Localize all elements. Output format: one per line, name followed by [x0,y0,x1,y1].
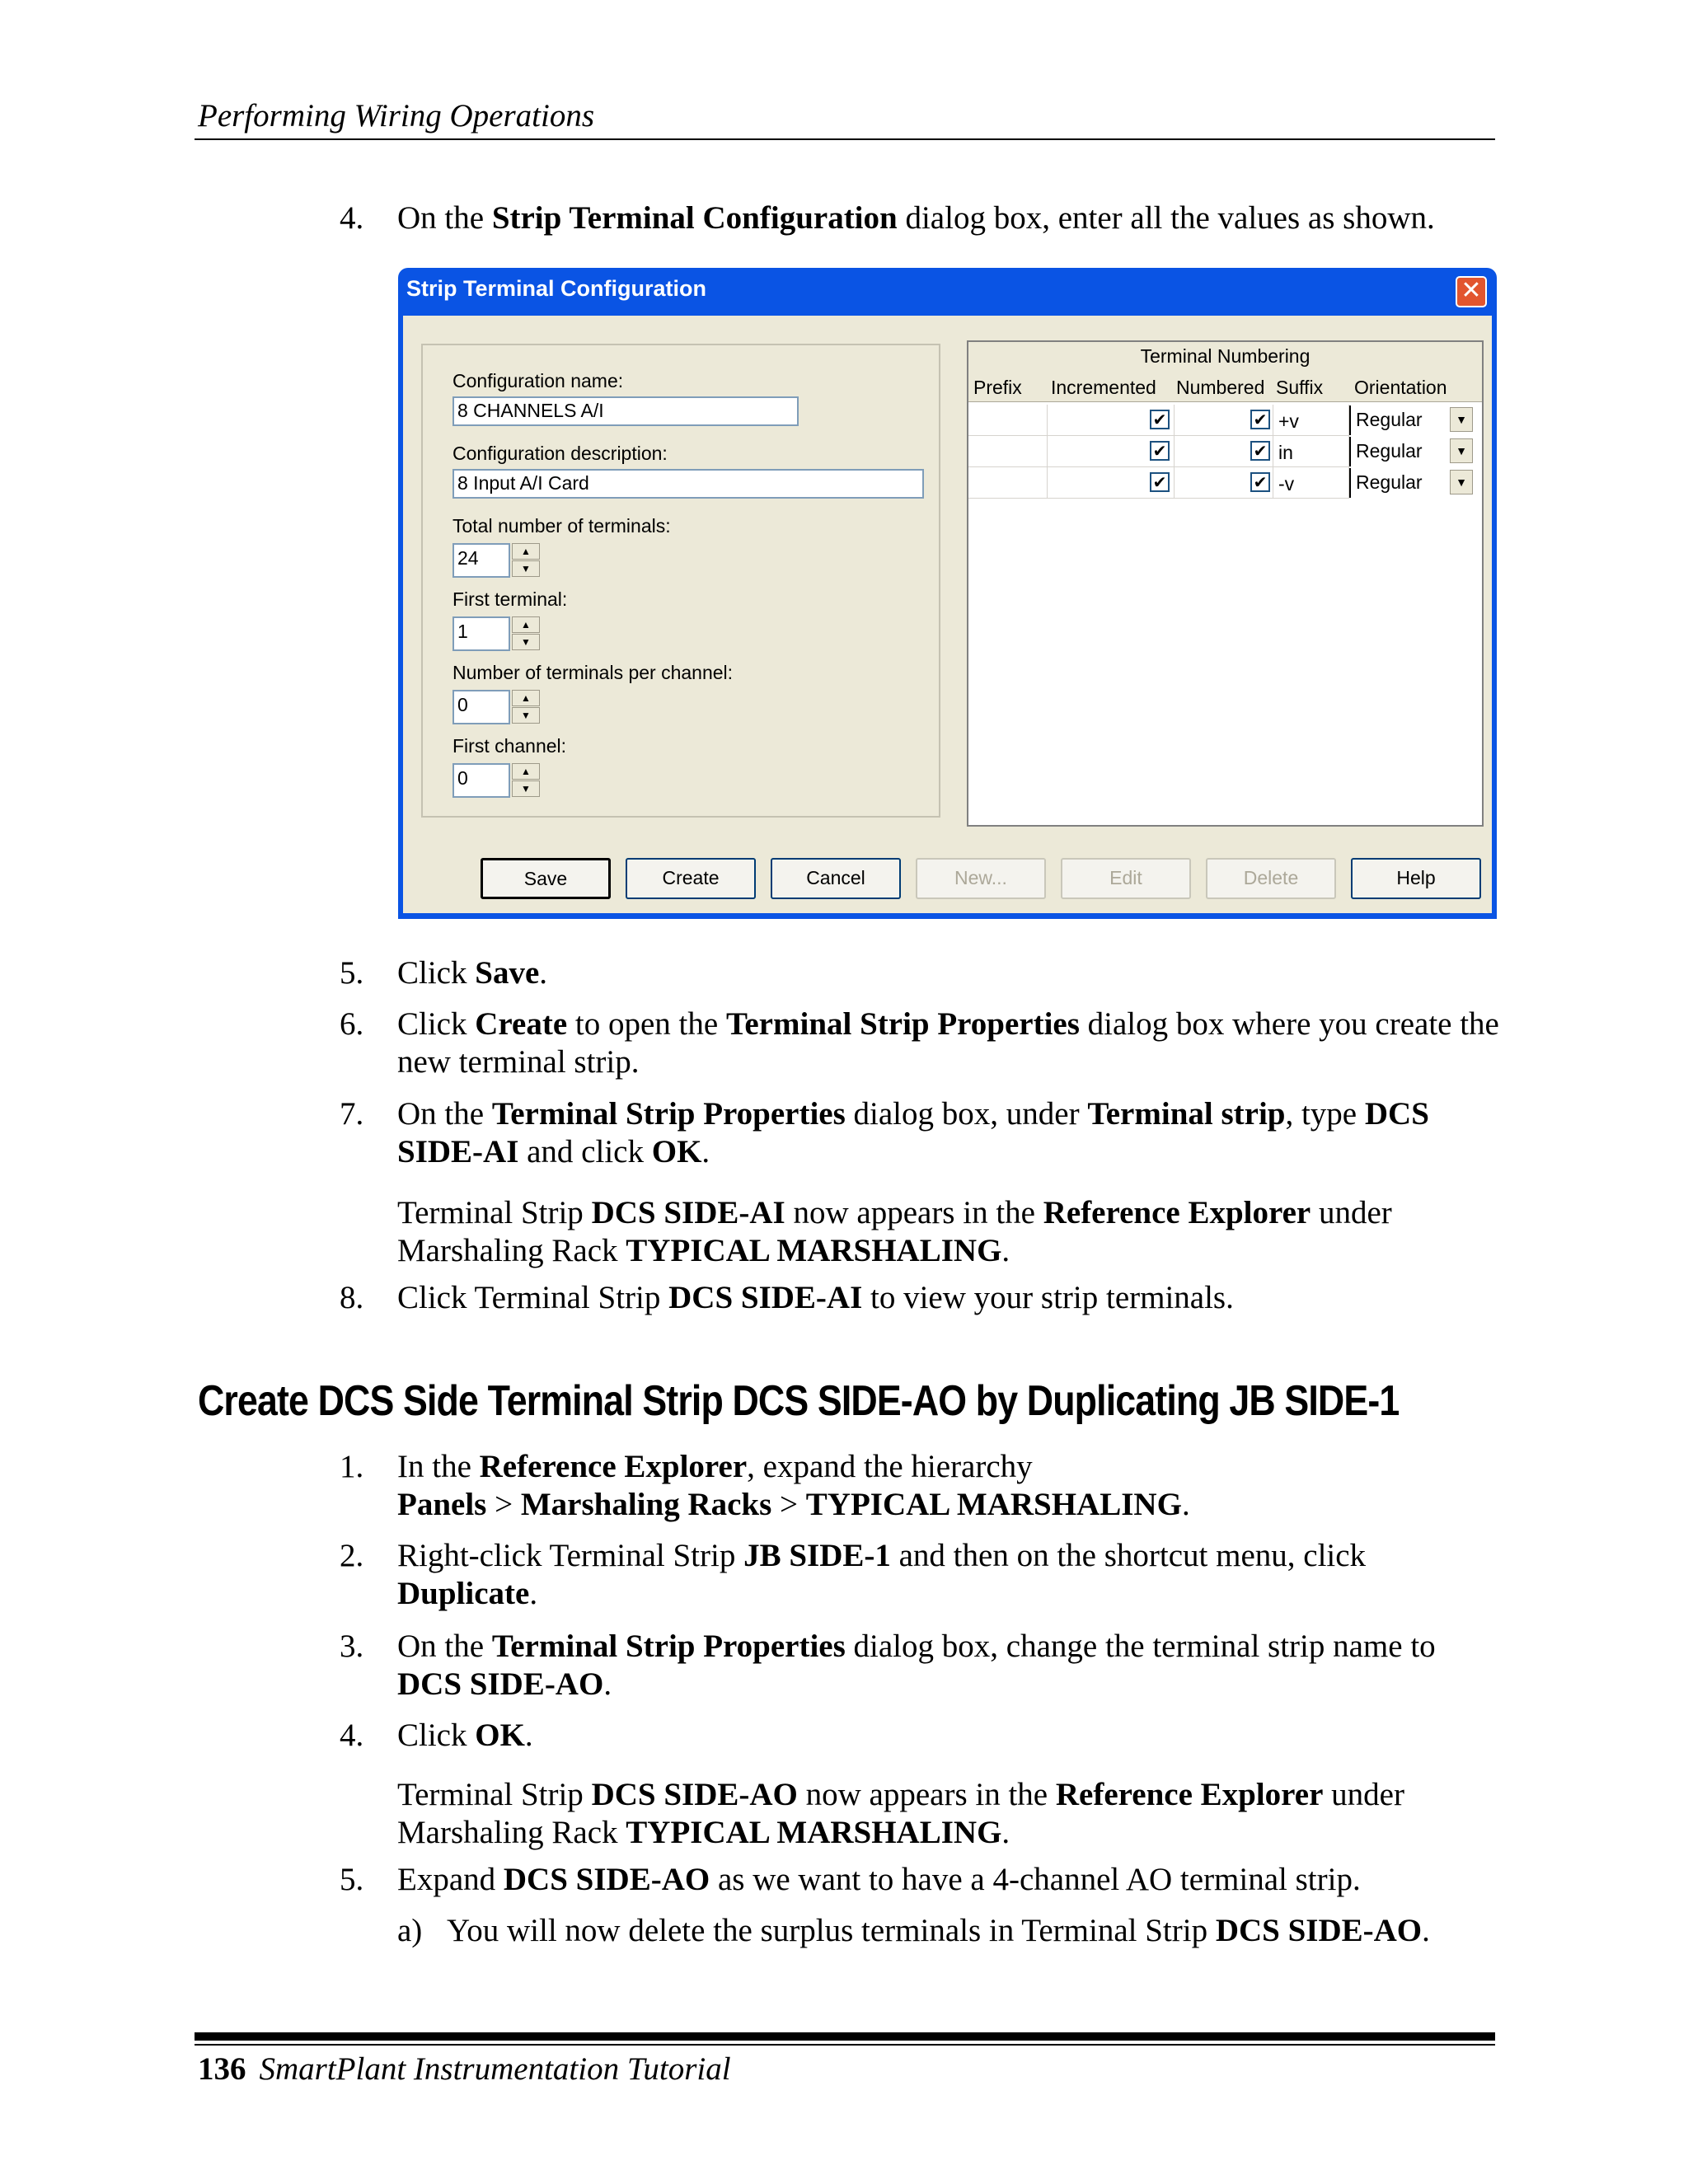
col-orientation: Orientation [1354,377,1447,398]
step-text-post: dialog box, enter all the values as shown. [897,200,1435,236]
orientation-dropdown[interactable] [1349,405,1475,435]
first-terminal-label: First terminal: [452,588,568,610]
col-prefix: Prefix [973,377,1022,398]
numbered-cell[interactable] [1175,436,1273,467]
suffix-value: -v [1278,473,1295,494]
spin-down-icon[interactable]: ▼ [512,707,540,724]
step-text-pre: On the [397,200,492,236]
first-channel-label: First channel: [452,735,567,757]
incremented-cell[interactable] [1048,467,1175,499]
first-channel-spinner[interactable] [452,763,542,798]
substep-text: You will now delete the surplus terminals in Terminal Strip DCS SIDE-AO. [447,1913,1430,1948]
total-terminals-spinner[interactable] [452,543,542,578]
dialog-client-area [403,316,1492,913]
spin-up-icon[interactable]: ▲ [512,690,540,706]
table-row[interactable] [968,467,1482,499]
numbered-cell[interactable] [1175,405,1273,436]
footer-rule-thick [195,2032,1495,2041]
checkbox-checked-icon[interactable]: ✔ [1150,472,1170,492]
edit-button[interactable]: Edit [1061,858,1191,899]
step-number: 4. [340,1718,364,1753]
note-paragraph: Terminal Strip DCS SIDE-AO now appears in the Reference Explorer under Marshaling Rack TYPICAL MARSHALING. [397,1777,1404,1850]
orientation-value: Regular [1356,471,1423,493]
step-text [397,199,1435,237]
cancel-button[interactable]: Cancel [771,858,901,899]
chevron-down-icon[interactable]: ▼ [1450,470,1473,494]
step-number: 4. [340,200,364,236]
spin-down-icon[interactable]: ▼ [512,780,540,797]
numbered-cell[interactable] [1175,467,1273,499]
table-row[interactable] [968,405,1482,436]
step-text-bold: Strip Terminal Configuration [491,200,898,236]
create-button[interactable]: Create [626,858,756,899]
step-number: 2. [340,1538,364,1573]
config-description-label: Configuration description: [452,443,668,464]
terminal-numbering-heading: Terminal Numbering [968,342,1482,373]
strip-terminal-config-dialog [398,268,1497,919]
first-channel-value[interactable]: 0 [452,763,510,798]
orientation-value: Regular [1356,409,1423,430]
terms-per-channel-spinner[interactable] [452,690,542,724]
page-number: 136 [198,2051,246,2087]
footer-rule-thin [195,2044,1495,2046]
prefix-cell[interactable] [968,436,1048,467]
new-button[interactable]: New... [916,858,1046,899]
col-incremented: Incremented [1051,377,1156,398]
col-suffix: Suffix [1276,377,1324,398]
step-number: 8. [340,1280,364,1315]
suffix-cell[interactable] [1273,436,1349,467]
step-text: Click Save. [397,955,547,991]
suffix-value: in [1278,442,1293,463]
step-number: 6. [340,1006,364,1042]
dialog-title: Strip Terminal Configuration [406,276,706,301]
prefix-cell[interactable] [968,405,1048,436]
substep-label: a) [397,1913,423,1948]
prefix-cell[interactable] [968,467,1048,499]
delete-button[interactable]: Delete [1206,858,1336,899]
checkbox-checked-icon[interactable]: ✔ [1150,441,1170,461]
total-terminals-value[interactable]: 24 [452,543,510,578]
step-number: 5. [340,1862,364,1897]
checkbox-checked-icon[interactable]: ✔ [1250,410,1270,429]
footer [198,2050,731,2088]
orientation-value: Regular [1356,440,1423,462]
step-text: Right-click Terminal Strip JB SIDE-1 and then on the shortcut menu, click Duplicate. [397,1538,1367,1611]
step-text: On the Terminal Strip Properties dialog box, under Terminal strip, type DCS SIDE-AI and click OK. [397,1096,1429,1169]
step-text: On the Terminal Strip Properties dialog box, change the terminal strip name to DCS SIDE-AO. [397,1629,1436,1702]
step-text: Expand DCS SIDE-AO as we want to have a 4-channel AO terminal strip. [397,1862,1361,1897]
terms-per-channel-value[interactable]: 0 [452,690,510,724]
step-text: Click OK. [397,1718,533,1753]
step-number: 3. [340,1629,364,1664]
step-text: Click Create to open the Terminal Strip Properties dialog box where you create the new terminal strip. [397,1006,1499,1080]
orientation-dropdown[interactable] [1349,437,1475,466]
total-terminals-label: Total number of terminals: [452,515,671,537]
spin-down-icon[interactable]: ▼ [512,634,540,650]
book-title: SmartPlant Instrumentation Tutorial [259,2051,731,2087]
config-name-label: Configuration name: [452,370,624,391]
spin-up-icon[interactable]: ▲ [512,616,540,633]
save-button[interactable]: Save [481,858,611,899]
incremented-cell[interactable] [1048,405,1175,436]
first-terminal-spinner[interactable] [452,616,542,651]
section-heading: Create DCS Side Terminal Strip DCS SIDE-AO by Duplicating JB SIDE-1 [198,1377,1400,1425]
step-number: 1. [340,1449,364,1484]
suffix-cell[interactable] [1273,405,1349,436]
suffix-value: +v [1278,410,1299,432]
col-numbered: Numbered [1176,377,1265,398]
checkbox-checked-icon[interactable]: ✔ [1150,410,1170,429]
incremented-cell[interactable] [1048,436,1175,467]
header-rule [195,138,1495,140]
grid-column-headers [968,372,1482,402]
terminal-numbering-grid [967,340,1484,827]
orientation-dropdown[interactable] [1349,468,1475,498]
step-number: 7. [340,1096,364,1132]
step-number: 5. [340,955,364,991]
terms-per-channel-label: Number of terminals per channel: [452,662,734,683]
checkbox-checked-icon[interactable]: ✔ [1250,441,1270,461]
close-icon[interactable]: ✕ [1456,276,1487,307]
chevron-down-icon[interactable]: ▼ [1450,438,1473,463]
config-description-input[interactable]: 8 Input A/I Card [452,469,924,499]
chevron-down-icon[interactable]: ▼ [1450,407,1473,432]
checkbox-checked-icon[interactable]: ✔ [1250,472,1270,492]
config-name-input[interactable]: 8 CHANNELS A/I [452,396,799,426]
spin-down-icon[interactable]: ▼ [512,560,540,577]
note-paragraph: Terminal Strip DCS SIDE-AI now appears in the Reference Explorer under Marshaling Rack TYPICAL MARSHALING. [397,1195,1392,1268]
spin-up-icon[interactable]: ▲ [512,543,540,560]
running-header: Performing Wiring Operations [198,98,595,134]
spin-up-icon[interactable]: ▲ [512,763,540,780]
configuration-group [421,344,940,818]
suffix-cell[interactable] [1273,467,1349,499]
first-terminal-value[interactable]: 1 [452,616,510,651]
help-button[interactable]: Help [1351,858,1481,899]
step-text: In the Reference Explorer, expand the hierarchy Panels > Marshaling Racks > TYPICAL MARSHALING. [397,1449,1190,1522]
table-row[interactable] [968,436,1482,467]
step-text: Click Terminal Strip DCS SIDE-AI to view your strip terminals. [397,1280,1234,1315]
